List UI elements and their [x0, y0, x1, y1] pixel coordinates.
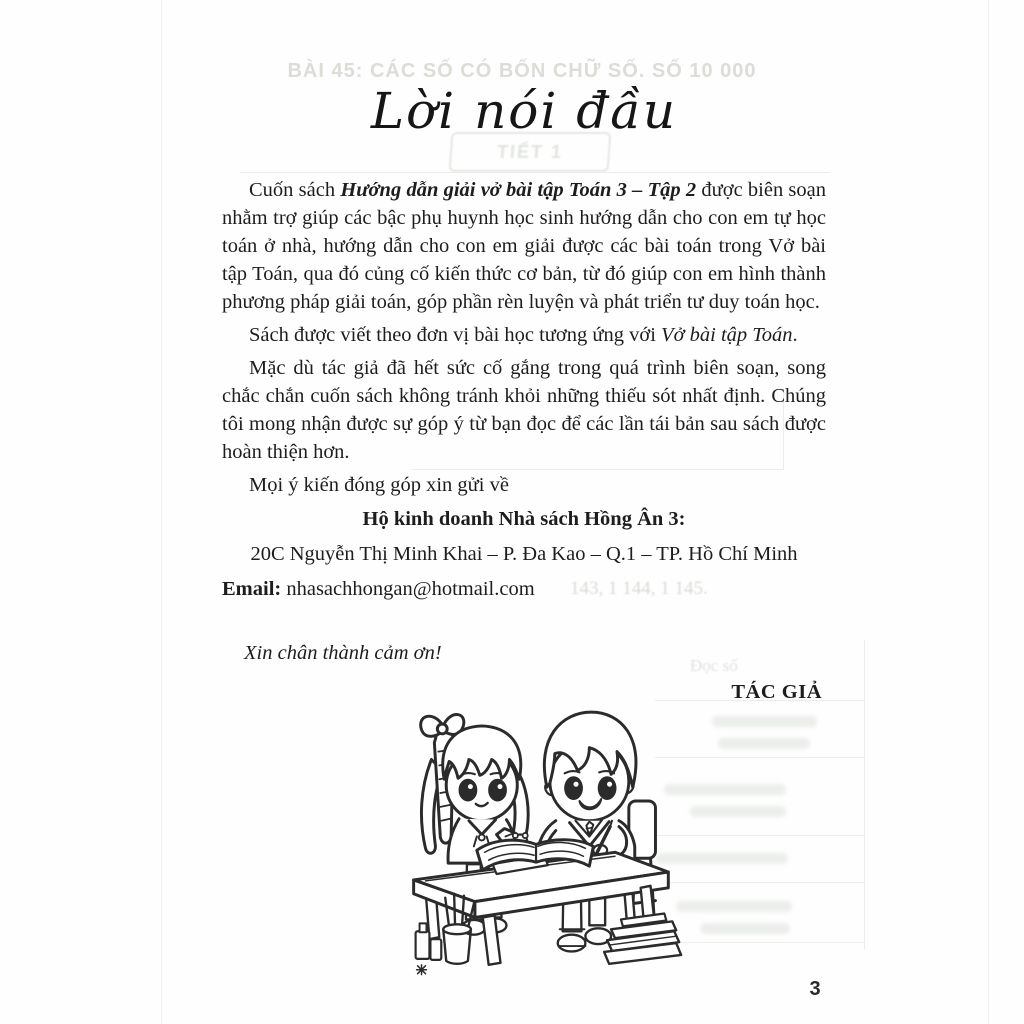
- bleed-through-line: [240, 172, 830, 173]
- bleed-through-text-blur: [718, 738, 810, 749]
- preface-text: [222, 176, 826, 711]
- publisher-address: 20C Nguyễn Thị Minh Khai – P. Đa Kao – Q.1 – TP. Hồ Chí Minh: [250, 543, 798, 565]
- thanks-line: Xin chân thành cảm ơn!: [244, 642, 442, 664]
- bleed-through-tiet-box: TIẾT 1: [449, 132, 612, 172]
- bleed-through-text-blur: [690, 806, 786, 817]
- bleed-through-text-blur: [712, 716, 817, 727]
- paragraph: Sách được viết theo đơn vị bài học tương ứng với Vở bài tập Toán.: [249, 324, 798, 346]
- bleed-through-lesson-title: BÀI 45: CÁC SỐ CÓ BỐN CHỮ SỐ. SỐ 10 000: [287, 60, 757, 82]
- publisher-heading: Hộ kinh doanh Nhà sách Hồng Ân 3:: [362, 508, 686, 530]
- book-stack-icon: [604, 913, 681, 963]
- email-value: nhasachhongan@hotmail.com: [286, 578, 535, 600]
- bleed-through-text-blur: [700, 923, 790, 934]
- children-studying-illustration: [386, 690, 692, 982]
- bleed-through-text-blur: [676, 901, 792, 912]
- email-label: Email:: [222, 578, 282, 600]
- page-right-edge: [988, 0, 989, 1024]
- page-number: 3: [809, 978, 821, 1000]
- paragraph: Mặc dù tác giả đã hết sức cố gắng trong quá trình biên soạn, song chắc chắn cuốn sách không tránh khỏi những thiếu sót nhất định. Chúng tôi mong nhận được sự góp ý từ bạn đọc để các lần tái bản sau sách được hoàn thiện hơn.: [222, 357, 826, 463]
- bleed-through-table-line: [864, 640, 865, 950]
- bleed-through-table-header: Đọc số: [690, 656, 738, 675]
- bleed-through-numbers: 143, 1 144, 1 145.: [570, 578, 708, 599]
- page-left-edge: [161, 0, 162, 1024]
- page-title: Lời nói đầu: [370, 82, 678, 140]
- paragraph: Mọi ý kiến đóng góp xin gửi về: [249, 474, 509, 496]
- author-credit: TÁC GIẢ: [731, 681, 822, 703]
- paragraph: Cuốn sách Hướng dẫn giải vở bài tập Toán 3 – Tập 2 được biên soạn nhằm trợ giúp các bậc phụ huynh học sinh hướng dẫn cho con em tự học toán ở nhà, hướng dẫn cho con em giải được các bài toán trong Vở bài tập Toán, qua đó củng cố kiến thức cơ bản, từ đó giúp con em hình thành phương pháp giải toán, góp phần rèn luyện và phát triển tư duy toán học.: [222, 179, 827, 313]
- publisher-email: [222, 575, 826, 603]
